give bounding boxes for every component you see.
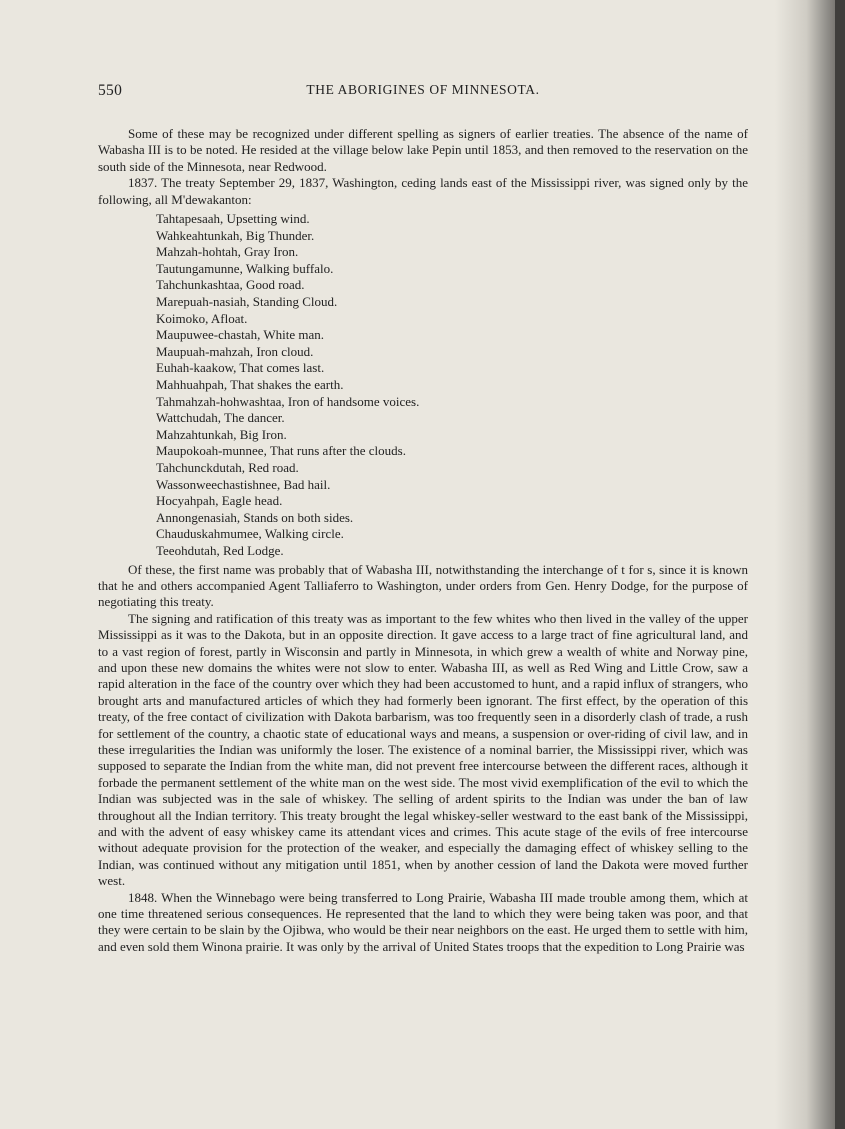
page-body	[98, 126, 748, 955]
signer-item: Marepuah-nasiah, Standing Cloud.	[156, 294, 338, 309]
signer-item: Chauduskahmumee, Walking circle.	[156, 526, 344, 542]
signer-item: Tautungamunne, Walking buffalo.	[156, 260, 334, 276]
running-title: THE ABORIGINES OF MINNESOTA.	[306, 82, 540, 97]
page-header	[98, 82, 748, 106]
signer-item: Annongenasiah, Stands on both sides.	[156, 509, 354, 525]
paragraph: Some of these may be recognized under different spelling as signers of earlier treaties. The absence of the name of Wabasha III is to be noted. He resided at the village below lake Pepin until 1853, and then removed to the reservation on the south side of the Minnesota, near Redwood.	[98, 126, 748, 174]
signer-item: Maupuwee-chastah, White man.	[156, 327, 324, 343]
signer-item: Mahzah-hohtah, Gray Iron.	[156, 244, 299, 260]
page-edge	[835, 0, 845, 1129]
signer-item: Mahzahtunkah, Big Iron.	[156, 426, 287, 442]
paragraph: 1848. When the Winnebago were being transferred to Long Prairie, Wabasha III made trouble among them, which at one time threatened serious consequences. He represented that the land to which they were being taken was poor, and that they were certain to be slain by the Ojibwa, who would be their near neighbors on the east. He urged them to settle with him, and even sold them Winona prairie. It was only by the arrival of United States troops that the expedition to Long Prairie was	[98, 889, 748, 954]
paragraph: Of these, the first name was probably that of Wabasha III, notwithstanding the interchange of t for s, since it is known that he and others accompanied Agent Talliaferro to Washington, under orders from Gen. Henry Dodge, for the purpose of negotiating this treaty.	[98, 561, 748, 610]
signer-item: Euhah-kaakow, That comes last.	[156, 360, 325, 376]
signer-item: Tahchunckdutah, Red road.	[156, 459, 299, 475]
signer-item: Mahhuahpah, That shakes the earth.	[156, 376, 344, 392]
signer-item: Tahmahzah-hohwashtaa, Iron of handsome voices.	[156, 393, 420, 409]
signer-item: Maupuah-mahzah, Iron cloud.	[156, 343, 314, 359]
page-number: 550	[98, 82, 123, 99]
signer-item: Teeohdutah, Red Lodge.	[156, 542, 284, 558]
signer-item: Tahtapesaah, Upsetting wind.	[156, 211, 310, 227]
signer-item: Hocyahpah, Eagle head.	[156, 493, 283, 509]
book-page	[98, 82, 748, 955]
paragraph: 1837. The treaty September 29, 1837, Washington, ceding lands east of the Mississippi river, was signed only by the following, all M'dewakanton:	[98, 175, 748, 207]
signer-item: Koimoko, Afloat.	[156, 310, 248, 326]
signer-item: Tahchunkashtaa, Good road.	[156, 277, 305, 293]
signer-item: Wahkeahtunkah, Big Thunder.	[156, 227, 315, 243]
signer-item: Maupokoah-munnee, That runs after the clouds.	[156, 443, 406, 459]
paragraph: The signing and ratification of this treaty was as important to the few whites who then lived in the valley of the upper Mississippi as it was to the Dakota, but in an opposite direction. It gave access to a large tract of fine agricultural land, and to a vast region of forest, partly in Wisconsin and partly in Minnesota, in which grew a wealth of white and Norway pine, and upon these new domains the whites were not slow to enter. Wabasha III, as well as Red Wing and Little Crow, saw a rapid alteration in the face of the country over which they had been accustomed to hunt, and a rapid influx of strangers, who brought arts and manufactured articles of which they had formerly been ignorant. The first effect, by the operation of this treaty, of the free contact of civilization with Dakota barbarism, was too frequently seen in a disorderly clash of trade, a rush for settlement of the country, a chaotic state of educational ways and means, a suspension or over-riding of civil law, and in these irregularities the Indian was uniformly the loser. The existence of a nominal barrier, the Mississippi river, which was supposed to separate the Indian from the white man, did not prevent free intercourse between the different races, although it forbade the permanent settlement of the white man on the west side. The most vivid exemplification of the evil to which the Indian was subjected was in the sale of whiskey. The selling of ardent spirits to the Indian was under the ban of law throughout all the Indian territory. This treaty brought the legal whiskey-seller westward to the east bank of the Mississippi, and with the advent of easy whiskey came its attendant vices and crimes. This acute stage of the evils of free intercourse without adequate provision for the protection of the weaker, and especially the damaging effect of whiskey selling to the Indian, was continued without any mitigation until 1851, when by another cession of land the Dakota were moved further west.	[98, 610, 748, 889]
signer-item: Wassonweechastishnee, Bad hail.	[156, 476, 331, 492]
signer-list	[156, 211, 748, 559]
signer-item: Wattchudah, The dancer.	[156, 410, 285, 426]
